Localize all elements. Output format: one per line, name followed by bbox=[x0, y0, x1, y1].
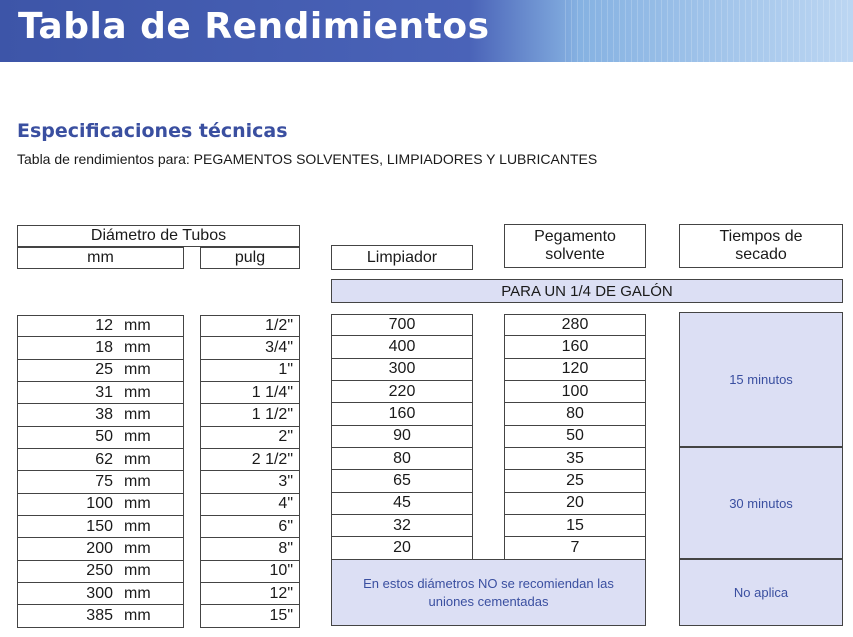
limpiador-cell: 32 bbox=[331, 515, 473, 537]
mm-cell bbox=[17, 449, 184, 471]
limpiador-column bbox=[331, 314, 473, 560]
mm-value: 18 bbox=[95, 339, 113, 357]
mm-unit: mm bbox=[124, 540, 151, 558]
header-stripes bbox=[565, 0, 853, 62]
pegamento-cell: 280 bbox=[504, 314, 646, 336]
mm-cell bbox=[17, 516, 184, 538]
mm-value: 200 bbox=[86, 540, 113, 558]
mm-cell bbox=[17, 538, 184, 560]
mm-cell bbox=[17, 427, 184, 449]
mm-unit: mm bbox=[124, 473, 151, 491]
pegamento-cell: 20 bbox=[504, 493, 646, 515]
limpiador-cell: 20 bbox=[331, 537, 473, 559]
pulg-cell: 3" bbox=[200, 471, 300, 493]
mm-value: 300 bbox=[86, 584, 113, 602]
no-cement-note: En estos diámetros NO se recomiendan las uniones cementadas bbox=[331, 559, 646, 626]
mm-value: 100 bbox=[86, 495, 113, 513]
limpiador-cell: 700 bbox=[331, 314, 473, 336]
pegamento-cell: 80 bbox=[504, 403, 646, 425]
pegamento-cell: 50 bbox=[504, 426, 646, 448]
limpiador-cell: 45 bbox=[331, 493, 473, 515]
mm-cell bbox=[17, 471, 184, 493]
pegamento-cell: 120 bbox=[504, 359, 646, 381]
mm-cell bbox=[17, 494, 184, 516]
pulg-cell: 6" bbox=[200, 516, 300, 538]
quarter-gallon-banner: PARA UN 1/4 DE GALÓN bbox=[331, 279, 843, 303]
mm-unit: mm bbox=[124, 383, 151, 401]
mm-value: 12 bbox=[95, 317, 113, 335]
page-header bbox=[0, 0, 853, 62]
mm-cell bbox=[17, 315, 184, 337]
pulg-cell: 1 1/4" bbox=[200, 382, 300, 404]
pulg-cell: 15" bbox=[200, 605, 300, 627]
limpiador-cell: 300 bbox=[331, 359, 473, 381]
pegamento-cell: 35 bbox=[504, 448, 646, 470]
mm-unit: mm bbox=[124, 450, 151, 468]
pulg-cell: 2" bbox=[200, 427, 300, 449]
pegamento-cell: 100 bbox=[504, 381, 646, 403]
pulg-column bbox=[200, 315, 300, 628]
drying-15-panel: 15 minutos bbox=[679, 312, 843, 447]
limpiador-cell: 400 bbox=[331, 336, 473, 358]
mm-value: 50 bbox=[95, 428, 113, 446]
diameter-header: Diámetro de Tubos bbox=[17, 225, 300, 247]
pulg-cell: 3/4" bbox=[200, 337, 300, 359]
pulg-cell: 10" bbox=[200, 561, 300, 583]
pegamento-cell: 25 bbox=[504, 470, 646, 492]
drying-30-panel: 30 minutos bbox=[679, 447, 843, 559]
mm-unit: mm bbox=[124, 406, 151, 424]
mm-cell bbox=[17, 561, 184, 583]
mm-unit: mm bbox=[124, 584, 151, 602]
pegamento-cell: 7 bbox=[504, 537, 646, 559]
limpiador-cell: 80 bbox=[331, 448, 473, 470]
mm-value: 385 bbox=[86, 607, 113, 625]
pulg-cell: 12" bbox=[200, 583, 300, 605]
pegamento-header: Pegamento solvente bbox=[504, 224, 646, 268]
tiempos-header: Tiempos de secado bbox=[679, 224, 843, 268]
limpiador-cell: 220 bbox=[331, 381, 473, 403]
mm-value: 38 bbox=[95, 406, 113, 424]
mm-unit: mm bbox=[124, 361, 151, 379]
mm-value: 25 bbox=[95, 361, 113, 379]
pegamento-cell: 160 bbox=[504, 336, 646, 358]
specs-subtitle: Tabla de rendimientos para: PEGAMENTOS SOLVENTES, LIMPIADORES Y LUBRICANTES bbox=[17, 151, 598, 167]
limpiador-cell: 160 bbox=[331, 403, 473, 425]
mm-value: 62 bbox=[95, 450, 113, 468]
mm-cell bbox=[17, 605, 184, 627]
pulg-cell: 1 1/2" bbox=[200, 404, 300, 426]
mm-value: 75 bbox=[95, 473, 113, 491]
specs-heading: Especificaciones técnicas bbox=[17, 120, 288, 142]
pegamento-column bbox=[504, 314, 646, 560]
mm-unit: mm bbox=[124, 317, 151, 335]
mm-cell bbox=[17, 382, 184, 404]
limpiador-header: Limpiador bbox=[331, 245, 473, 270]
drying-na-panel: No aplica bbox=[679, 559, 843, 626]
mm-unit: mm bbox=[124, 495, 151, 513]
page-title: Tabla de Rendimientos bbox=[18, 6, 490, 47]
pulg-cell: 8" bbox=[200, 538, 300, 560]
mm-unit: mm bbox=[124, 428, 151, 446]
mm-column bbox=[17, 315, 184, 628]
mm-unit: mm bbox=[124, 517, 151, 535]
mm-value: 31 bbox=[95, 383, 113, 401]
pulg-cell: 4" bbox=[200, 494, 300, 516]
mm-header: mm bbox=[17, 247, 184, 269]
mm-value: 150 bbox=[86, 517, 113, 535]
mm-cell bbox=[17, 337, 184, 359]
pulg-cell: 1/2" bbox=[200, 315, 300, 337]
limpiador-cell: 65 bbox=[331, 470, 473, 492]
pegamento-cell: 15 bbox=[504, 515, 646, 537]
mm-unit: mm bbox=[124, 339, 151, 357]
mm-cell bbox=[17, 404, 184, 426]
mm-cell bbox=[17, 583, 184, 605]
limpiador-cell: 90 bbox=[331, 426, 473, 448]
mm-value: 250 bbox=[86, 562, 113, 580]
pulg-cell: 2 1/2" bbox=[200, 449, 300, 471]
mm-cell bbox=[17, 360, 184, 382]
mm-unit: mm bbox=[124, 607, 151, 625]
pulg-cell: 1" bbox=[200, 360, 300, 382]
pulg-header: pulg bbox=[200, 247, 300, 269]
mm-unit: mm bbox=[124, 562, 151, 580]
